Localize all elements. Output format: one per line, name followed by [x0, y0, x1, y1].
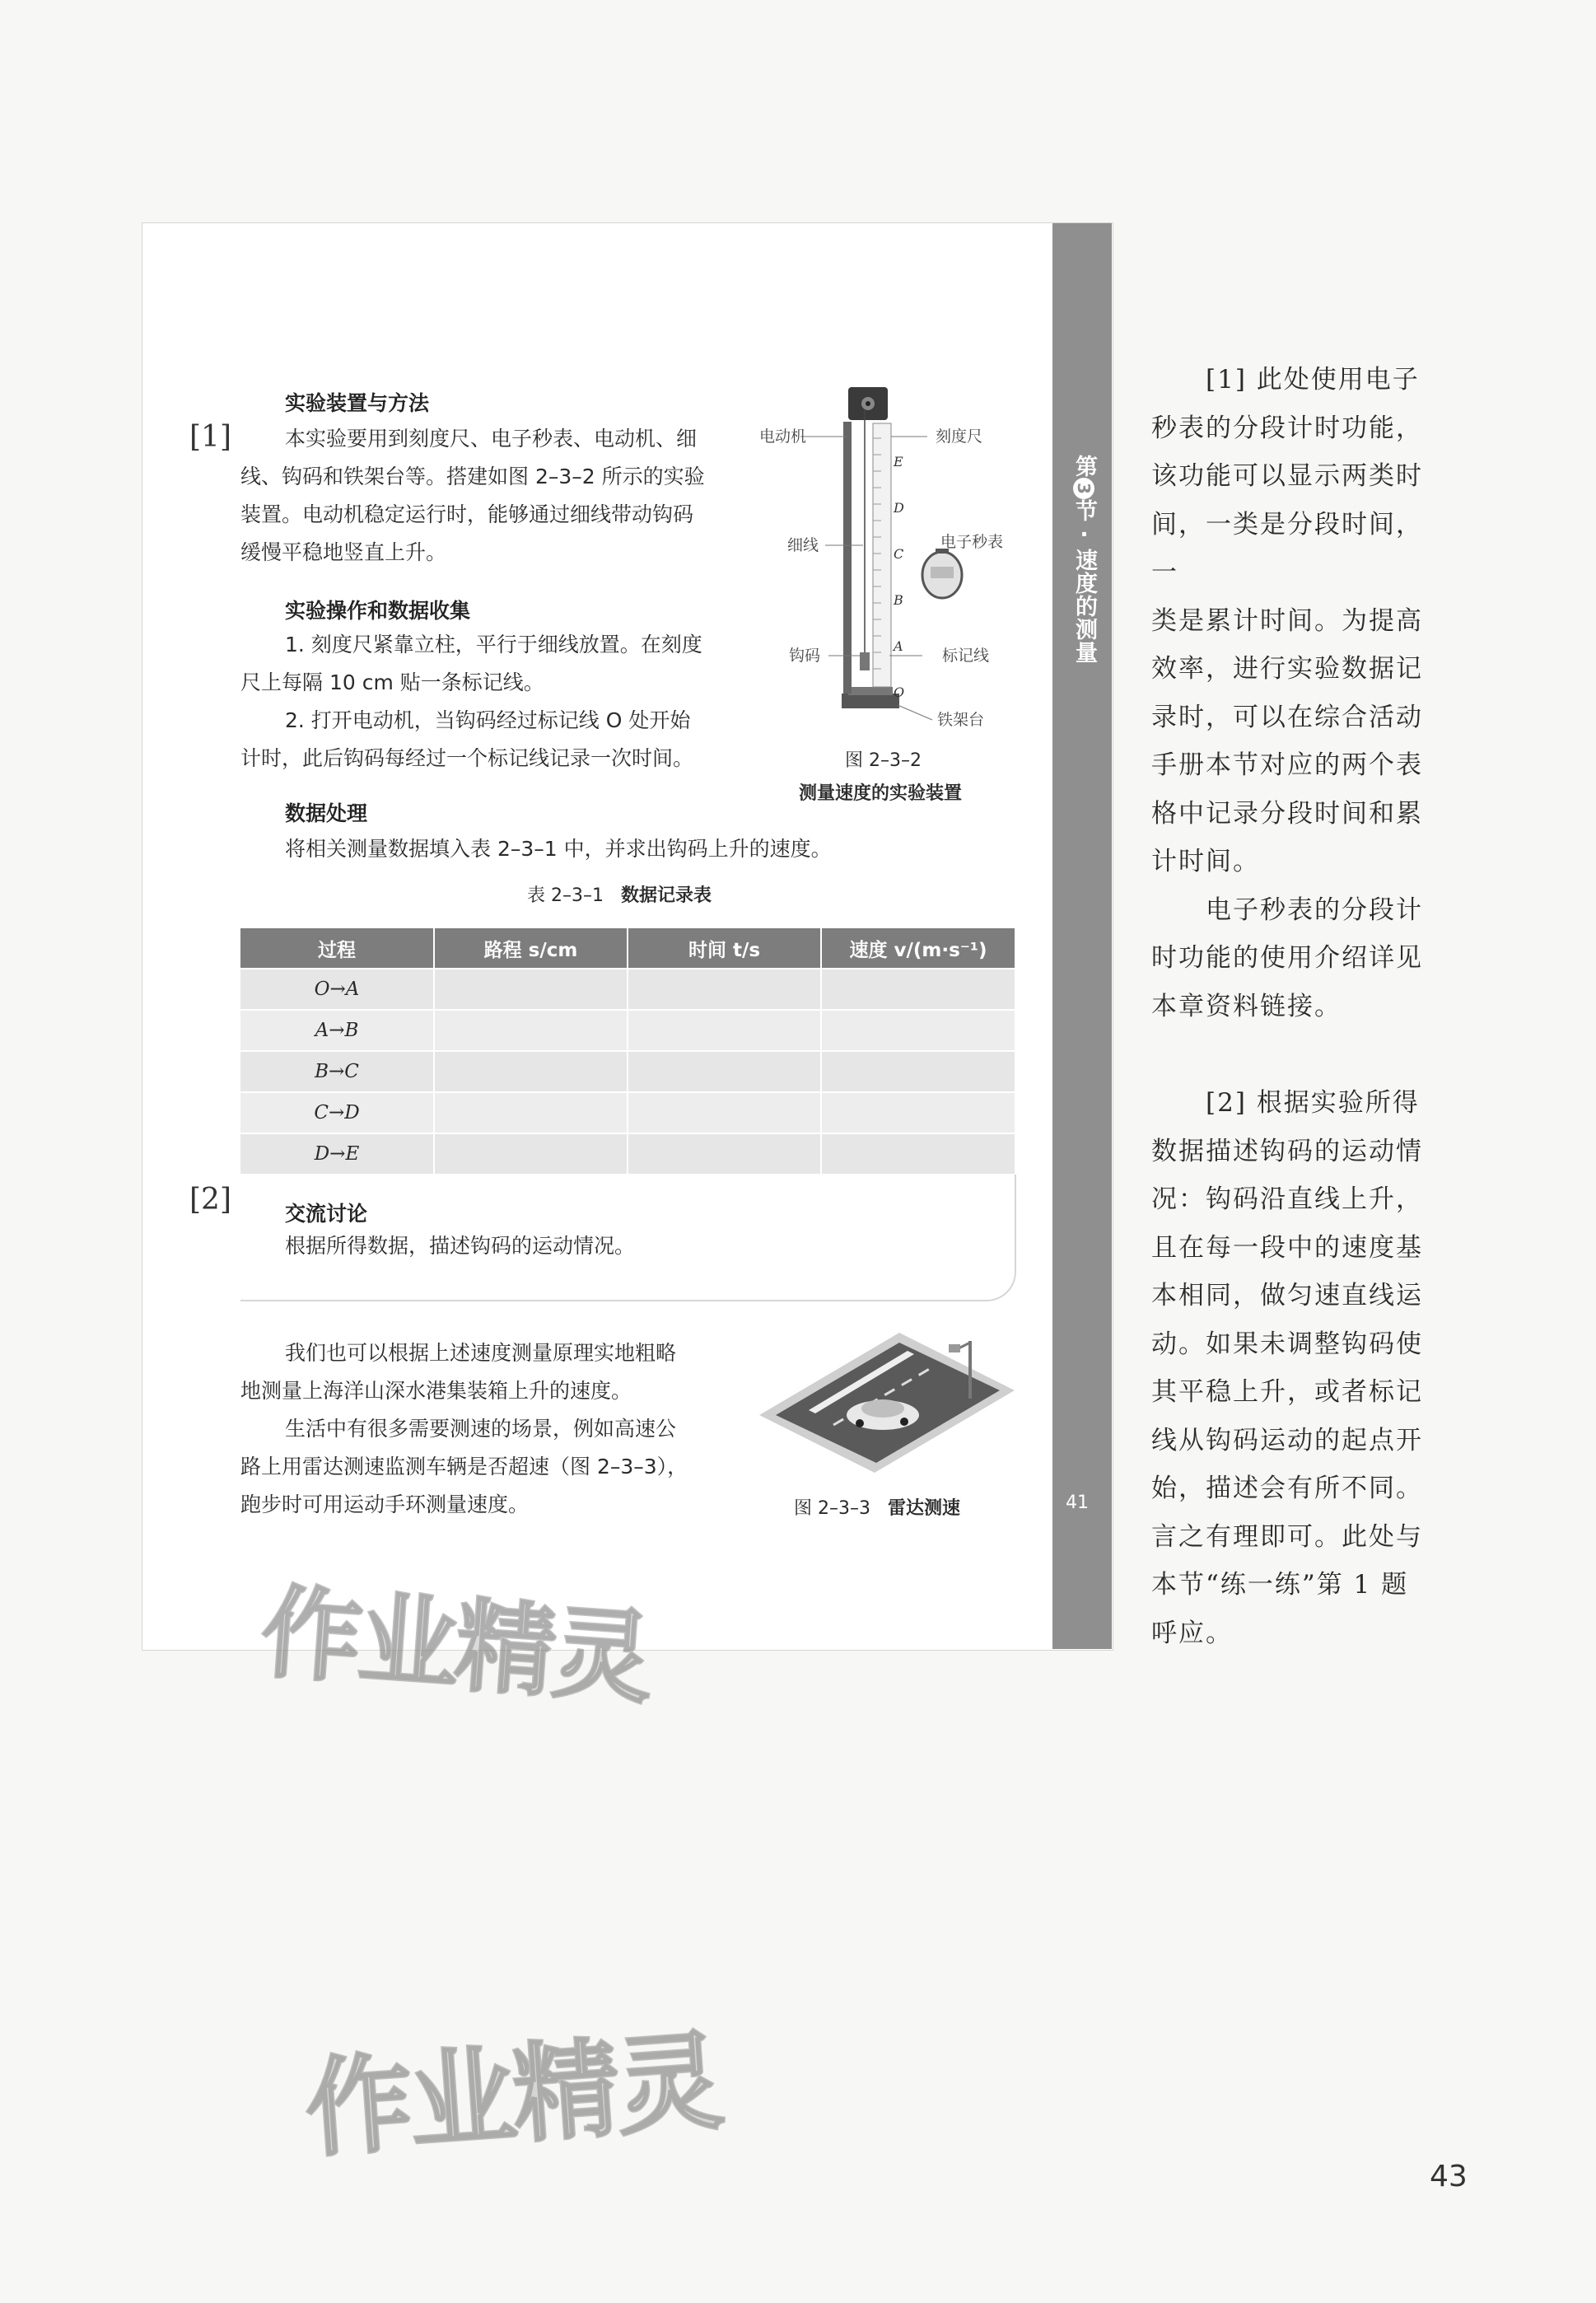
table-header-process: 过程 [240, 928, 434, 969]
note1-line: 手册本节对应的两个表 [1151, 750, 1423, 780]
figure-2-3-2-number: 图 2–3–2 [845, 750, 922, 771]
note2-line: 其平稳上升，或者标记 [1151, 1377, 1423, 1407]
figure-2-3-2-title: 测量速度的实验装置 [799, 783, 963, 804]
note2-line: 始，描述会有所不同。 [1151, 1474, 1423, 1503]
figure-2-3-3-caption: 图 2–3–3 雷达测速 [794, 1498, 960, 1519]
ruler [873, 423, 891, 687]
speed-measure-paragraph: 我们也可以根据上述速度测量原理实地粗略 地测量上海洋山深水港集装箱上升的速度。 生活中有很多需要测速的场景，例如高速公 路上用雷达测速监测车辆是否超速（图 2–3–3）， 跑步时可用运动手环测量速度。 [240, 1341, 688, 1516]
note2-line: 本节“练一练”第 1 题 [1151, 1570, 1409, 1600]
label-motor: 电动机 [759, 427, 807, 446]
chapter-side-strip [1052, 223, 1112, 1649]
table-header-distance: 路程 s/cm [434, 928, 628, 969]
mark-c: C [894, 546, 904, 562]
operation-paragraph: 1. 刻度尺紧靠立柱，平行于细线放置。在刻度 尺上每隔 10 cm 贴一条标记线。 2. 打开电动机，当钩码经过标记线 O 处开始 计时，此后钩码每经过一个标记线记录一次时间。 [240, 633, 702, 770]
note1-line: 电子秒表的分段计 [1206, 895, 1423, 925]
note1-line: 该功能可以显示两类时 [1151, 461, 1423, 491]
radar-figure [759, 1324, 1023, 1481]
note1-line: 秒表的分段计时功能， [1151, 413, 1423, 443]
note1-line: [1] 此处使用电子 [1206, 365, 1420, 395]
inner-page-number: 41 [1066, 1493, 1089, 1513]
annotation-marker-2: [2] [189, 1183, 231, 1217]
note2-line: 本相同，做匀速直线运 [1151, 1281, 1423, 1310]
note2-line: 言之有理即可。此处与 [1151, 1521, 1423, 1552]
note2-line: 况：钩码沿直线上升， [1151, 1184, 1423, 1214]
mark-b: B [894, 592, 903, 608]
table-header-speed: 速度 v/(m·s⁻¹) [821, 928, 1015, 969]
label-ruler: 刻度尺 [936, 427, 983, 446]
label-weight: 钩码 [789, 647, 821, 665]
label-mark-line: 标记线 [942, 647, 990, 665]
heading-discussion: 交流讨论 [285, 1202, 368, 1226]
side-note-1 [1151, 356, 1448, 1030]
section-number-badge: 3 [1073, 478, 1094, 499]
data-processing-text: 将相关测量数据填入表 2–3–1 中，并求出钩码上升的速度。 [285, 837, 832, 861]
note1-line: 录时，可以在综合活动 [1151, 702, 1423, 732]
note2-line: 数据描述钩码的运动情 [1151, 1136, 1423, 1166]
mark-o: O [894, 684, 905, 700]
mark-a: A [894, 638, 903, 654]
page-number: 43 [1430, 2160, 1468, 2193]
table-row: B→C [240, 1051, 1015, 1092]
mark-e: E [894, 454, 903, 469]
note2-line: [2] 根据实验所得 [1206, 1088, 1420, 1118]
label-stopwatch: 电子秒表 [940, 533, 1004, 551]
heading-apparatus: 实验装置与方法 [285, 391, 430, 415]
heading-data-processing: 数据处理 [285, 801, 368, 825]
note2-line: 呼应。 [1151, 1618, 1233, 1648]
chapter-section-title: 第3节·速度的测量 [1071, 455, 1097, 664]
table-row: C→D [240, 1092, 1015, 1133]
note1-line: 时功能的使用介绍详见 [1151, 943, 1423, 973]
label-stand: 铁架台 [937, 711, 985, 729]
heading-operation: 实验操作和数据收集 [285, 599, 471, 623]
table-row: O→A [240, 969, 1015, 1010]
weight [860, 652, 870, 670]
note1-line: 格中记录分段时间和累 [1151, 798, 1423, 829]
table-row: D→E [240, 1133, 1015, 1174]
note1-line: 本章资料链接。 [1151, 991, 1342, 1021]
apparatus-paragraph: 本实验要用到刻度尺、电子秒表、电动机、细 线、钩码和铁架台等。搭建如图 2–3–2 所示的实验 装置。电动机稳定运行时，能够通过细线带动钩码 缓慢平稳地竖直上升。 [240, 427, 705, 564]
table-header-time: 时间 t/s [628, 928, 821, 969]
table-caption: 表 2–3–1 数据记录表 [527, 885, 712, 906]
mark-d: D [894, 500, 904, 516]
table-row: A→B [240, 1010, 1015, 1051]
watermark: 作业精灵 [301, 2018, 725, 2173]
annotation-marker-1: [1] [189, 420, 231, 454]
stand-pole [843, 422, 852, 694]
stopwatch [922, 549, 962, 598]
watermark: 作业精灵 [257, 1573, 654, 1718]
note2-line: 动。如果未调整钩码使 [1151, 1329, 1423, 1359]
stand-base [842, 694, 899, 708]
note1-line: 计时间。 [1151, 847, 1260, 876]
apparatus-figure [758, 381, 1038, 743]
data-record-table [240, 928, 1015, 1174]
note2-line: 且在每一段中的速度基 [1151, 1232, 1423, 1263]
note1-line: 间，一类是分段时间，一 [1151, 509, 1423, 587]
note1-line: 效率，进行实验数据记 [1151, 654, 1423, 684]
side-note-2 [1151, 1079, 1448, 1657]
note1-line: 类是累计时间。为提高 [1151, 605, 1423, 636]
note2-line: 线从钩码运动的起点开 [1151, 1425, 1423, 1455]
discussion-text: 根据所得数据，描述钩码的运动情况。 [285, 1234, 636, 1258]
label-string: 细线 [787, 536, 819, 554]
